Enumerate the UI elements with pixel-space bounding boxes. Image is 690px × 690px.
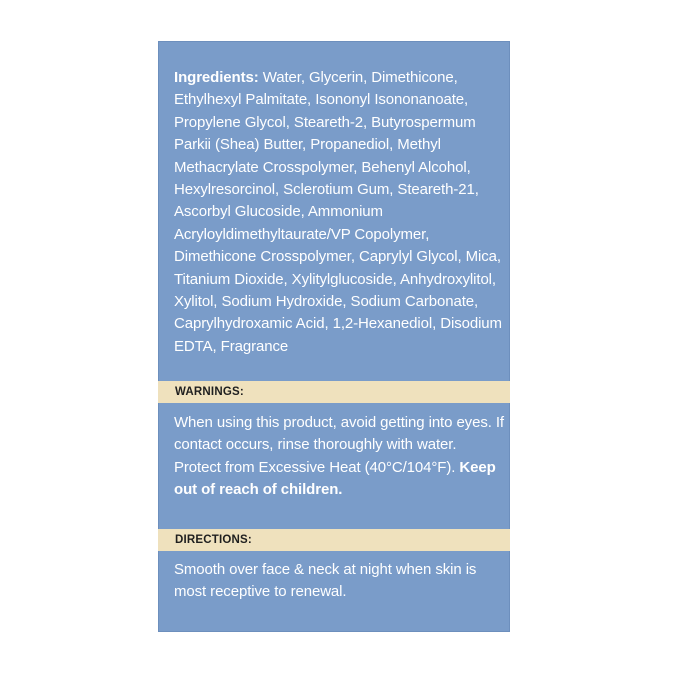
ingredients-section	[174, 67, 504, 358]
directions-heading: DIRECTIONS:	[158, 529, 510, 551]
ingredients-label: Ingredients:	[174, 69, 259, 86]
ingredients-text: Water, Glycerin, Dimethicone, Ethylhexyl Palmitate, Isononyl Isononanoate, Propylene Glycol, Steareth-2, Butyrospermum Parkii (Shea) Butter, Propanediol, Methyl Methacrylate Crosspolymer, Behenyl Alcohol, Hexylresorcinol, Sclerotium Gum, Steareth-21, Ascorbyl Glucoside, Ammonium Acryloyldimethyltaurate/VP Copolymer, Dimethicone Crosspolymer, Caprylyl Glycol, Mica, Titanium Dioxide, Xylitylglucoside, Anhydroxylitol, Xylitol, Sodium Hydroxide, Sodium Carbonate, Caprylhydroxamic Acid, 1,2-Hexanediol, Disodium EDTA, Fragrance	[174, 69, 502, 355]
product-label-panel	[158, 41, 510, 632]
warnings-section	[174, 412, 506, 502]
warnings-text: When using this product, avoid getting into eyes. If contact occurs, rinse thoroughly with water. Protect from Excessive Heat (40°C/104°F).	[174, 414, 504, 476]
warnings-emphasis: Keep out of reach of children.	[174, 458, 496, 499]
warnings-heading: WARNINGS:	[158, 381, 510, 403]
directions-text: Smooth over face & neck at night when skin is most receptive to renewal.	[174, 561, 477, 601]
